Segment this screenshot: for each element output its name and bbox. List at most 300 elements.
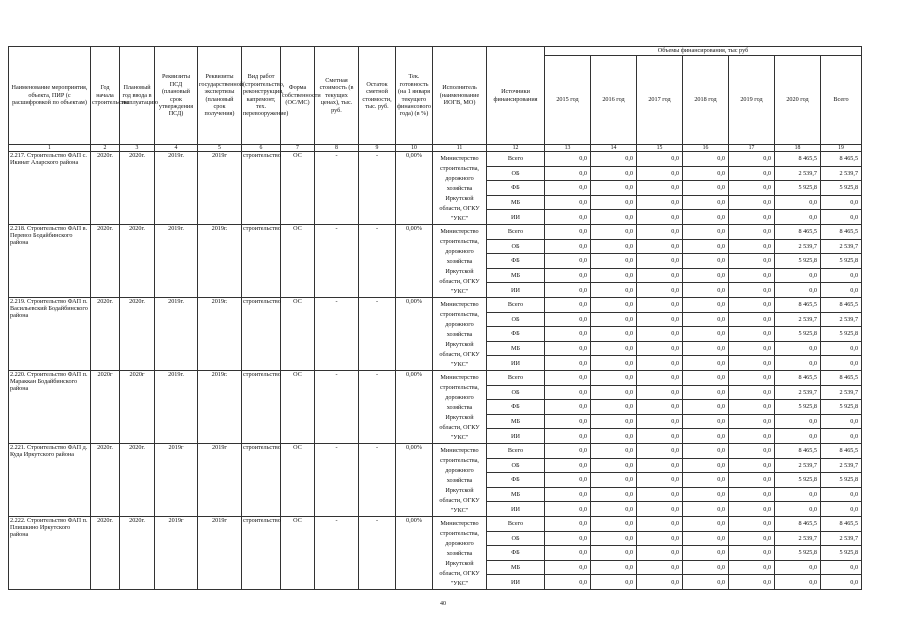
funding-value: 0,0 (545, 356, 591, 371)
funding-value: 0,0 (775, 268, 821, 283)
funding-value: 0,0 (637, 546, 683, 561)
funding-value: 0,0 (683, 254, 729, 269)
funding-value: 0,0 (545, 152, 591, 167)
funding-value: 0,0 (821, 195, 862, 210)
funding-value: 0,0 (729, 298, 775, 313)
funding-value: 0,0 (637, 181, 683, 196)
funding-value: 0,0 (591, 254, 637, 269)
funding-value: 8 465,5 (775, 517, 821, 532)
funding-value: 0,0 (683, 531, 729, 546)
funding-value: 0,0 (683, 225, 729, 240)
funding-source: ФБ (487, 546, 545, 561)
executor: Министерство строительства, дорожного хозяйства Иркутской области, ОГКУ "УКС" (433, 225, 487, 298)
remaining-cost: - (359, 444, 396, 517)
table-row (9, 517, 862, 532)
header-year: 2015 год (545, 56, 591, 145)
funding-value: 2 539,7 (775, 166, 821, 181)
funding-value: 2 539,7 (821, 385, 862, 400)
funding-source: Всего (487, 517, 545, 532)
funding-value: 0,0 (591, 210, 637, 225)
funding-value: 0,0 (637, 575, 683, 590)
header-year: 2016 год (591, 56, 637, 145)
funding-value: 0,0 (637, 444, 683, 459)
funding-value: 0,0 (729, 341, 775, 356)
funding-value: 8 465,5 (775, 298, 821, 313)
funding-value: 0,0 (637, 152, 683, 167)
funding-value: 0,0 (821, 356, 862, 371)
funding-value: 0,0 (591, 181, 637, 196)
project-name: 2.222. Строительство ФАП п. Плишкино Иркутского района (9, 517, 91, 590)
funding-value: 0,0 (591, 371, 637, 386)
ownership: ОС (281, 152, 315, 225)
column-number: 16 (683, 145, 729, 152)
funding-value: 0,0 (545, 560, 591, 575)
expertise-year: 2019г (198, 152, 242, 225)
funding-value: 0,0 (591, 195, 637, 210)
funding-value: 0,0 (729, 575, 775, 590)
funding-value: 0,0 (545, 458, 591, 473)
funding-value: 0,0 (775, 341, 821, 356)
funding-value: 0,0 (591, 356, 637, 371)
funding-value: 0,0 (591, 531, 637, 546)
column-number: 4 (155, 145, 198, 152)
funding-value: 0,0 (545, 225, 591, 240)
column-number: 13 (545, 145, 591, 152)
funding-value: 0,0 (545, 473, 591, 488)
funding-source: ИИ (487, 210, 545, 225)
psd-year: 2019г. (155, 298, 198, 371)
funding-value: 0,0 (683, 283, 729, 298)
funding-value: 0,0 (591, 473, 637, 488)
funding-value: 0,0 (729, 546, 775, 561)
funding-value: 0,0 (821, 502, 862, 517)
funding-value: 5 925,8 (775, 400, 821, 415)
funding-value: 0,0 (683, 298, 729, 313)
funding-source: ФБ (487, 400, 545, 415)
readiness: 0,00% (396, 298, 433, 371)
funding-value: 2 539,7 (821, 312, 862, 327)
funding-value: 2 539,7 (821, 531, 862, 546)
funding-source: ОБ (487, 239, 545, 254)
ownership: ОС (281, 444, 315, 517)
project-name: 2.221. Строительство ФАП д. Куда Иркутского района (9, 444, 91, 517)
funding-value: 5 925,8 (775, 473, 821, 488)
funding-value: 0,0 (775, 283, 821, 298)
funding-value: 0,0 (591, 429, 637, 444)
project-name: 2.219. Строительство ФАП п. Васильевский Бодайбинского района (9, 298, 91, 371)
funding-value: 0,0 (683, 341, 729, 356)
funding-value: 0,0 (637, 166, 683, 181)
funding-value: 5 925,8 (821, 181, 862, 196)
funding-value: 0,0 (683, 473, 729, 488)
funding-value: 0,0 (683, 152, 729, 167)
funding-value: 0,0 (775, 429, 821, 444)
funding-value: 0,0 (729, 371, 775, 386)
start-year: 2020г. (91, 517, 120, 590)
funding-value: 0,0 (729, 356, 775, 371)
funding-value: 0,0 (637, 254, 683, 269)
column-number: 9 (359, 145, 396, 152)
funding-value: 0,0 (637, 502, 683, 517)
funding-value: 0,0 (637, 560, 683, 575)
header-readiness: Тек. готовность (на 1 января текущего финансового года) (в %) (396, 47, 433, 145)
table-header (9, 47, 862, 145)
psd-year: 2019г (155, 517, 198, 590)
funding-value: 5 925,8 (775, 181, 821, 196)
funding-source: ИИ (487, 356, 545, 371)
funding-value: 2 539,7 (775, 239, 821, 254)
funding-value: 0,0 (545, 181, 591, 196)
executor: Министерство строительства, дорожного хозяйства Иркутской области, ОГКУ "УКС" (433, 152, 487, 225)
funding-value: 0,0 (637, 517, 683, 532)
funding-value: 0,0 (683, 166, 729, 181)
funding-value: 0,0 (591, 341, 637, 356)
funding-value: 0,0 (591, 560, 637, 575)
commission-year: 2020г. (120, 225, 155, 298)
funding-value: 0,0 (683, 429, 729, 444)
funding-value: 0,0 (775, 356, 821, 371)
funding-value: 0,0 (683, 517, 729, 532)
remaining-cost: - (359, 225, 396, 298)
funding-value: 0,0 (545, 239, 591, 254)
funding-value: 0,0 (729, 283, 775, 298)
funding-value: 0,0 (729, 444, 775, 459)
column-number: 11 (433, 145, 487, 152)
funding-value: 0,0 (591, 152, 637, 167)
column-number: 10 (396, 145, 433, 152)
header-start-year: Год начала строительства (91, 47, 120, 145)
project-name: 2.220. Строительство ФАП п. Мараккан Бодайбинского района (9, 371, 91, 444)
funding-value: 0,0 (591, 458, 637, 473)
header-commission-year: Плановый год ввода в эксплуатацию (120, 47, 155, 145)
funding-source: МБ (487, 560, 545, 575)
funding-value: 0,0 (591, 444, 637, 459)
funding-value: 0,0 (683, 444, 729, 459)
funding-value: 0,0 (821, 487, 862, 502)
funding-value: 0,0 (591, 225, 637, 240)
funding-value: 0,0 (729, 254, 775, 269)
psd-year: 2019г. (155, 225, 198, 298)
header-year: 2019 год (729, 56, 775, 145)
funding-value: 0,0 (545, 429, 591, 444)
funding-source: Всего (487, 152, 545, 167)
funding-value: 0,0 (683, 400, 729, 415)
funding-value: 0,0 (683, 356, 729, 371)
header-estimate: Сметная стоимость (в текущих ценах), тыс. руб. (315, 47, 359, 145)
funding-source: ОБ (487, 531, 545, 546)
funding-value: 5 925,8 (775, 327, 821, 342)
funding-value: 0,0 (591, 575, 637, 590)
work-type: строительство (242, 444, 281, 517)
funding-value: 0,0 (545, 371, 591, 386)
funding-value: 8 465,5 (821, 444, 862, 459)
readiness: 0,00% (396, 371, 433, 444)
funding-value: 0,0 (729, 152, 775, 167)
funding-value: 0,0 (545, 166, 591, 181)
column-number: 8 (315, 145, 359, 152)
column-number: 18 (775, 145, 821, 152)
header-psd: Реквизиты ПСД (плановый срок утверждения ПСД) (155, 47, 198, 145)
header-ownership: Форма собственности (ОС/МС) (281, 47, 315, 145)
funding-value: 0,0 (545, 195, 591, 210)
expertise-year: 2019г. (198, 225, 242, 298)
funding-value: 0,0 (637, 414, 683, 429)
funding-value: 0,0 (545, 327, 591, 342)
funding-value: 0,0 (637, 225, 683, 240)
funding-value: 0,0 (683, 560, 729, 575)
header-expertise: Реквизиты государственной экспертизы (плановый срок получения) (198, 47, 242, 145)
funding-value: 8 465,5 (775, 225, 821, 240)
funding-value: 0,0 (729, 487, 775, 502)
funding-value: 0,0 (729, 268, 775, 283)
funding-value: 5 925,8 (821, 400, 862, 415)
work-type: строительство (242, 371, 281, 444)
funding-value: 0,0 (637, 400, 683, 415)
funding-value: 5 925,8 (775, 254, 821, 269)
funding-value: 0,0 (729, 531, 775, 546)
funding-source: ИИ (487, 283, 545, 298)
start-year: 2020г (91, 371, 120, 444)
estimate-cost: - (315, 298, 359, 371)
funding-value: 0,0 (637, 268, 683, 283)
column-number: 3 (120, 145, 155, 152)
commission-year: 2020г. (120, 298, 155, 371)
funding-value: 0,0 (591, 166, 637, 181)
start-year: 2020г. (91, 444, 120, 517)
work-type: строительство (242, 225, 281, 298)
funding-value: 8 465,5 (821, 225, 862, 240)
funding-value: 0,0 (683, 327, 729, 342)
work-type: строительство (242, 298, 281, 371)
funding-value: 8 465,5 (821, 298, 862, 313)
funding-value: 0,0 (591, 327, 637, 342)
funding-value: 2 539,7 (775, 458, 821, 473)
funding-value: 0,0 (637, 371, 683, 386)
estimate-cost: - (315, 225, 359, 298)
funding-value: 0,0 (683, 546, 729, 561)
page-number: 40 (440, 601, 446, 607)
funding-value: 2 539,7 (775, 312, 821, 327)
psd-year: 2019г. (155, 152, 198, 225)
header-remaining: Остаток сметной стоимости, тыс. руб. (359, 47, 396, 145)
funding-value: 0,0 (637, 327, 683, 342)
funding-value: 0,0 (729, 195, 775, 210)
header-year: 2017 год (637, 56, 683, 145)
readiness: 0,00% (396, 225, 433, 298)
funding-value: 0,0 (545, 298, 591, 313)
psd-year: 2019г. (155, 371, 198, 444)
table-row (9, 371, 862, 386)
funding-value: 0,0 (591, 502, 637, 517)
ownership: ОС (281, 371, 315, 444)
funding-value: 0,0 (821, 341, 862, 356)
table-body (9, 145, 862, 590)
estimate-cost: - (315, 152, 359, 225)
column-number: 1 (9, 145, 91, 152)
funding-value: 0,0 (545, 400, 591, 415)
funding-value: 0,0 (683, 414, 729, 429)
funding-value: 0,0 (637, 298, 683, 313)
funding-value: 0,0 (637, 239, 683, 254)
column-number: 15 (637, 145, 683, 152)
funding-value: 0,0 (683, 502, 729, 517)
funding-value: 0,0 (591, 487, 637, 502)
funding-source: Всего (487, 444, 545, 459)
executor: Министерство строительства, дорожного хозяйства Иркутской области, ОГКУ "УКС" (433, 371, 487, 444)
funding-value: 0,0 (821, 429, 862, 444)
funding-value: 0,0 (821, 283, 862, 298)
remaining-cost: - (359, 371, 396, 444)
start-year: 2020г. (91, 225, 120, 298)
funding-value: 0,0 (775, 487, 821, 502)
commission-year: 2020г. (120, 444, 155, 517)
funding-value: 0,0 (637, 487, 683, 502)
funding-source: МБ (487, 414, 545, 429)
funding-value: 0,0 (683, 371, 729, 386)
funding-value: 0,0 (545, 385, 591, 400)
funding-value: 0,0 (821, 268, 862, 283)
funding-table (8, 46, 862, 590)
ownership: ОС (281, 298, 315, 371)
funding-value: 0,0 (591, 400, 637, 415)
estimate-cost: - (315, 444, 359, 517)
funding-source: ИИ (487, 429, 545, 444)
funding-source: Всего (487, 225, 545, 240)
funding-value: 8 465,5 (775, 444, 821, 459)
funding-value: 0,0 (683, 210, 729, 225)
funding-value: 0,0 (545, 283, 591, 298)
work-type: строительство (242, 152, 281, 225)
readiness: 0,00% (396, 444, 433, 517)
funding-source: ФБ (487, 327, 545, 342)
funding-value: 5 925,8 (821, 473, 862, 488)
funding-source: МБ (487, 341, 545, 356)
funding-value: 0,0 (683, 458, 729, 473)
funding-value: 0,0 (545, 517, 591, 532)
funding-value: 0,0 (729, 210, 775, 225)
project-name: 2.217. Строительство ФАП с. Икинат Аларского района (9, 152, 91, 225)
funding-value: 0,0 (545, 414, 591, 429)
column-numbers-row (9, 145, 862, 152)
funding-value: 0,0 (591, 414, 637, 429)
funding-value: 0,0 (545, 210, 591, 225)
funding-value: 0,0 (637, 283, 683, 298)
funding-value: 0,0 (683, 385, 729, 400)
funding-source: МБ (487, 195, 545, 210)
column-number: 17 (729, 145, 775, 152)
funding-value: 8 465,5 (775, 152, 821, 167)
funding-value: 0,0 (591, 546, 637, 561)
funding-value: 0,0 (591, 312, 637, 327)
funding-value: 0,0 (591, 517, 637, 532)
expertise-year: 2019г (198, 517, 242, 590)
funding-value: 0,0 (545, 341, 591, 356)
funding-value: 2 539,7 (775, 385, 821, 400)
table-row (9, 152, 862, 167)
funding-value: 0,0 (729, 560, 775, 575)
estimate-cost: - (315, 517, 359, 590)
ownership: ОС (281, 517, 315, 590)
funding-source: МБ (487, 487, 545, 502)
readiness: 0,00% (396, 517, 433, 590)
remaining-cost: - (359, 152, 396, 225)
column-number: 19 (821, 145, 862, 152)
funding-value: 5 925,8 (821, 327, 862, 342)
funding-value: 0,0 (545, 531, 591, 546)
funding-value: 0,0 (729, 458, 775, 473)
funding-value: 8 465,5 (821, 517, 862, 532)
funding-source: Всего (487, 298, 545, 313)
funding-value: 0,0 (545, 312, 591, 327)
funding-value: 0,0 (729, 517, 775, 532)
funding-value: 0,0 (545, 546, 591, 561)
funding-source: Всего (487, 371, 545, 386)
funding-value: 5 925,8 (775, 546, 821, 561)
remaining-cost: - (359, 298, 396, 371)
funding-value: 8 465,5 (821, 371, 862, 386)
start-year: 2020г. (91, 152, 120, 225)
table-row (9, 225, 862, 240)
funding-source: ИИ (487, 502, 545, 517)
header-total: Всего (821, 56, 862, 145)
funding-value: 0,0 (637, 458, 683, 473)
funding-value: 0,0 (637, 195, 683, 210)
funding-value: 0,0 (729, 414, 775, 429)
funding-source: МБ (487, 268, 545, 283)
psd-year: 2019г (155, 444, 198, 517)
remaining-cost: - (359, 517, 396, 590)
funding-value: 0,0 (637, 531, 683, 546)
funding-value: 0,0 (591, 298, 637, 313)
funding-source: ОБ (487, 385, 545, 400)
commission-year: 2020г. (120, 152, 155, 225)
funding-value: 0,0 (729, 400, 775, 415)
estimate-cost: - (315, 371, 359, 444)
funding-value: 0,0 (729, 385, 775, 400)
funding-value: 0,0 (591, 239, 637, 254)
funding-value: 0,0 (683, 195, 729, 210)
expertise-year: 2019г. (198, 371, 242, 444)
funding-value: 0,0 (729, 429, 775, 444)
funding-value: 0,0 (729, 239, 775, 254)
project-name: 2.218. Строительство ФАП в. Перевоз Бодайбинского района (9, 225, 91, 298)
table-row (9, 298, 862, 313)
header-executor: Исполнитель (наименование ИОГВ, МО) (433, 47, 487, 145)
funding-value: 0,0 (637, 356, 683, 371)
funding-value: 0,0 (637, 473, 683, 488)
funding-value: 0,0 (821, 560, 862, 575)
funding-value: 0,0 (637, 312, 683, 327)
funding-value: 0,0 (775, 195, 821, 210)
funding-value: 0,0 (683, 239, 729, 254)
column-number: 2 (91, 145, 120, 152)
funding-value: 8 465,5 (821, 152, 862, 167)
funding-value: 0,0 (637, 385, 683, 400)
header-year: 2020 год (775, 56, 821, 145)
column-number: 6 (242, 145, 281, 152)
commission-year: 2020г (120, 371, 155, 444)
funding-source: ОБ (487, 458, 545, 473)
header-work-type: Вид работ (строительство, реконструкция, капремонт, тех. перевооружение) (242, 47, 281, 145)
funding-source: ФБ (487, 473, 545, 488)
funding-value: 2 539,7 (775, 531, 821, 546)
document-page (8, 46, 859, 590)
executor: Министерство строительства, дорожного хозяйства Иркутской области, ОГКУ "УКС" (433, 298, 487, 371)
funding-value: 2 539,7 (821, 458, 862, 473)
funding-value: 0,0 (729, 166, 775, 181)
funding-value: 0,0 (683, 268, 729, 283)
funding-value: 8 465,5 (775, 371, 821, 386)
